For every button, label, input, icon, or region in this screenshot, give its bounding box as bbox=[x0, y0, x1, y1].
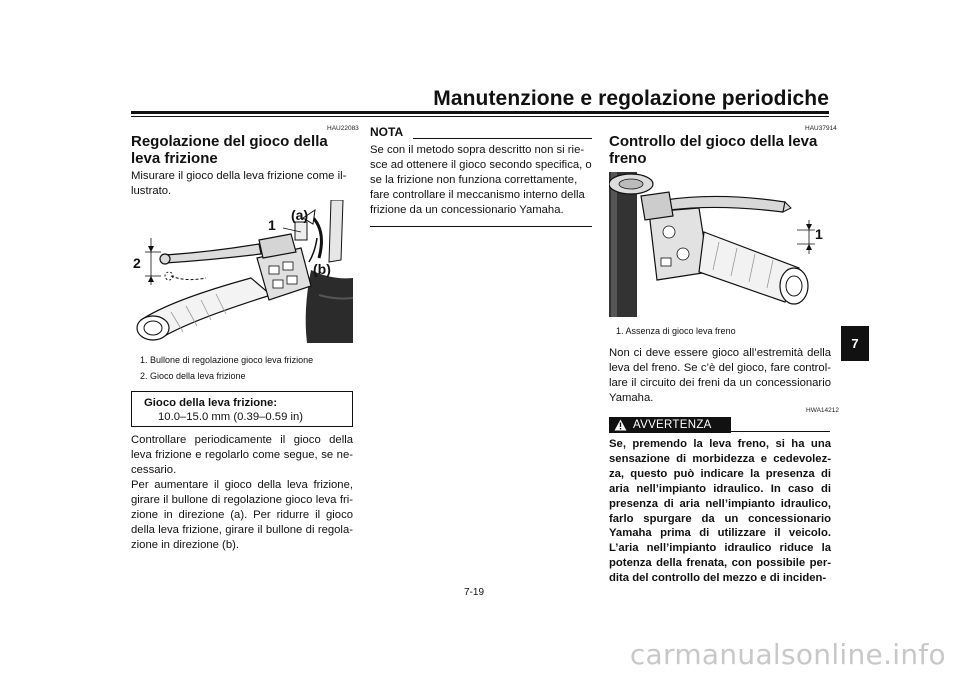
spec-box bbox=[131, 391, 353, 427]
brake-lever-illustration bbox=[609, 172, 831, 317]
nota-label: NOTA bbox=[370, 125, 404, 139]
clutch-intro-text: Misurare il gioco della leva frizione come il-lustrato. bbox=[131, 170, 347, 197]
brake-body-text: Non ci deve essere gioco all’estremità della leva del freno. Se c’è del gioco, fare control-lare il circuito dei freni da un concessionario Yamaha. bbox=[609, 347, 831, 404]
section-code-brake: HAU37914 bbox=[805, 125, 837, 132]
figure-label-a: (a) bbox=[291, 207, 309, 223]
figure-caption-2: 2. Gioco della leva frizione bbox=[140, 371, 246, 381]
page-number: 7-19 bbox=[464, 587, 485, 598]
watermark: carmanualsonline.info bbox=[629, 638, 946, 671]
figure-label-b: (b) bbox=[313, 261, 331, 277]
header-rule bbox=[131, 111, 829, 114]
warning-code: HWA14212 bbox=[806, 407, 839, 414]
warning-label: AVVERTENZA bbox=[633, 419, 712, 431]
chapter-tab: 7 bbox=[841, 326, 869, 361]
clutch-body-text-2: Per aumentare il gioco della leva frizione, girare il bullone di regolazione gioco leva fri-zione in direzione (a). Per ridurre il gioco della leva frizione, girare il bullone di regola-zione in direzione (b). bbox=[131, 479, 353, 551]
warning-rule bbox=[731, 431, 830, 432]
nota-rule bbox=[413, 138, 592, 139]
brake-figure-label-1: 1 bbox=[815, 226, 823, 242]
page-header-title: Manutenzione e regolazione periodiche bbox=[433, 87, 829, 110]
clutch-body-text-1: Controllare periodicamente il gioco della leva frizione e regolarlo come segue, se ne-cessario. bbox=[131, 434, 353, 476]
warning-badge bbox=[609, 417, 731, 433]
figure-label-1: 1 bbox=[268, 217, 276, 233]
figure-caption-1: 1. Bullone di regolazione gioco leva frizione bbox=[140, 355, 314, 365]
brake-lever-figure bbox=[609, 172, 831, 317]
header-rule-thin bbox=[131, 116, 829, 117]
warning-triangle-icon bbox=[614, 419, 627, 431]
clutch-lever-figure bbox=[131, 200, 353, 343]
section-heading-clutch: Regolazione del gioco della leva frizione bbox=[131, 133, 328, 167]
warning-text: Se, premendo la leva freno, si ha una sensazione di morbidezza e cedevolez-za, questo può indicare la presenza di aria nell’impianto idraulico. In caso di presenza di aria nell’impianto idraulico, farlo spurgare da un concessionario Yamaha prima di utilizzare il veicolo. L’aria nell’impianto idraulico riduce la potenza della frenata, con possibile per-dita del controllo del mezzo e di inciden- bbox=[609, 438, 831, 585]
section-code: HAU22083 bbox=[327, 125, 359, 132]
nota-rule-bottom bbox=[370, 226, 592, 227]
figure-label-2: 2 bbox=[133, 255, 141, 271]
spec-value: 10.0–15.0 mm (0.39–0.59 in) bbox=[158, 411, 304, 423]
section-heading-brake: Controllo del gioco della leva freno bbox=[609, 133, 818, 167]
spec-title: Gioco della leva frizione: bbox=[144, 397, 278, 409]
nota-text: Se con il metodo sopra descritto non si rie-sce ad ottenere il gioco secondo specifica, o se la frizione non funziona correttamente, fare controllare il meccanismo interno della frizione da un concessionario Yamaha. bbox=[370, 144, 592, 216]
brake-figure-caption: 1. Assenza di gioco leva freno bbox=[616, 326, 736, 336]
